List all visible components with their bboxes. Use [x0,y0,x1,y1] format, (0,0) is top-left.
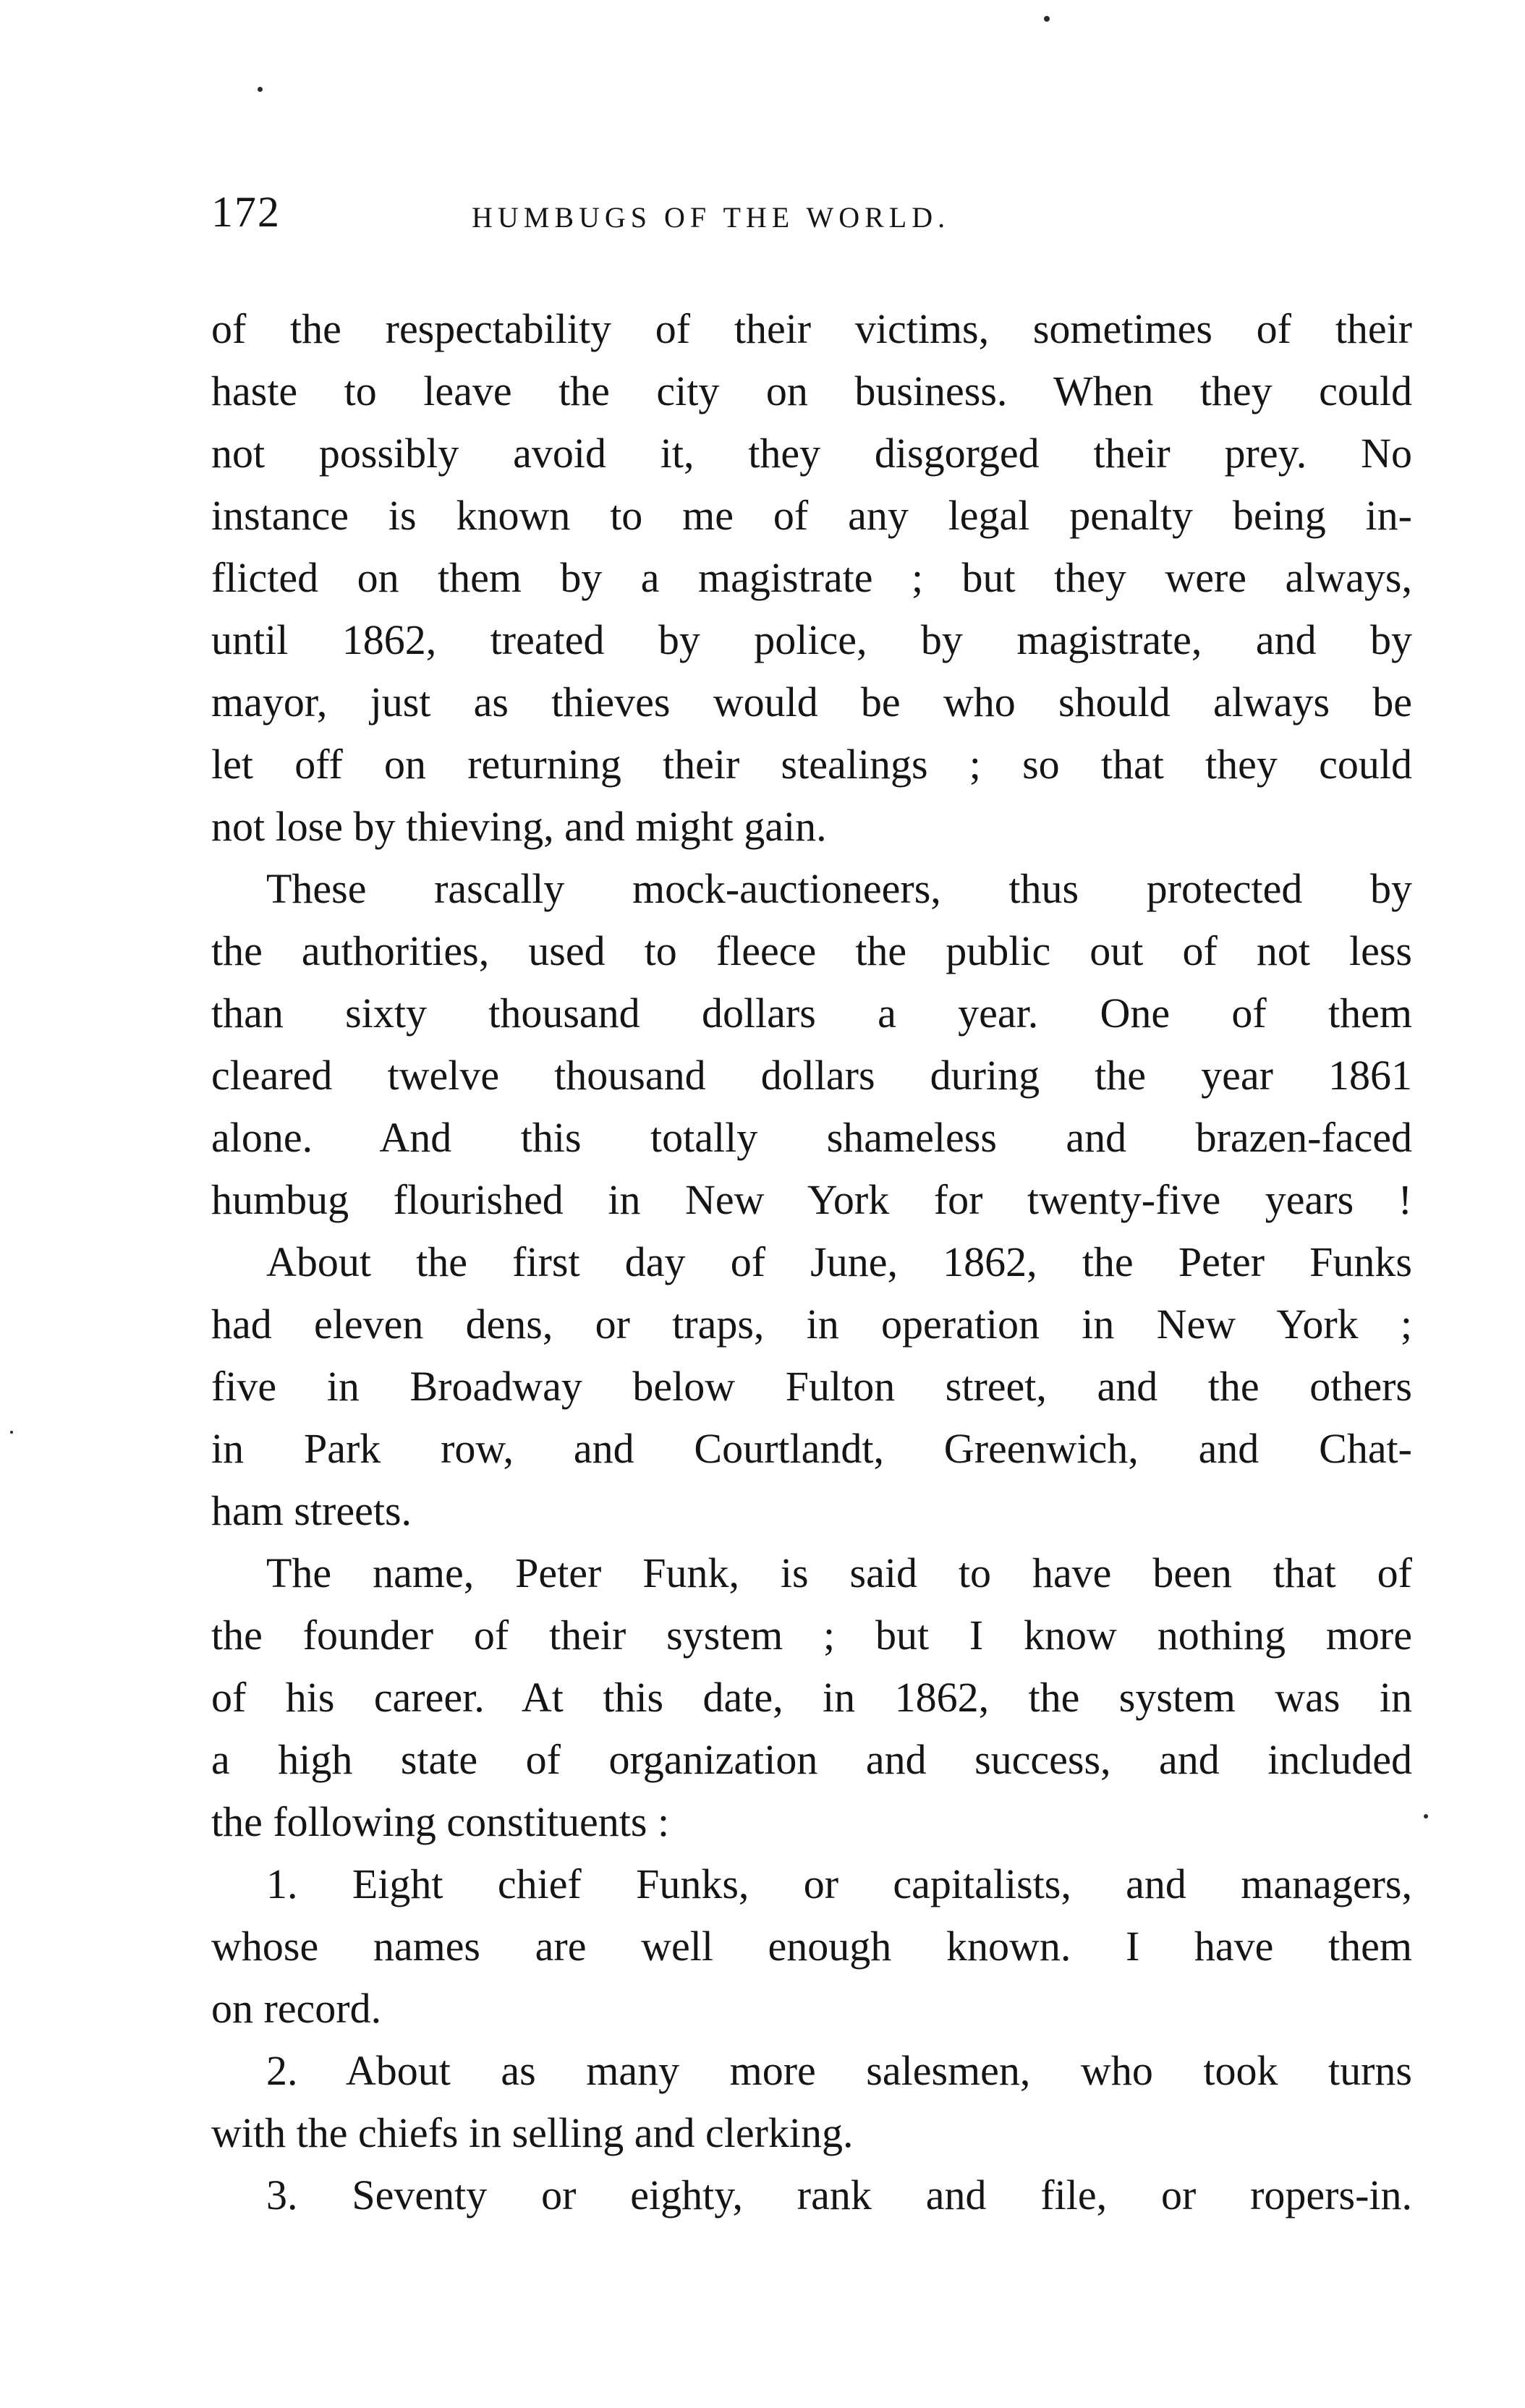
page-header [211,179,1412,244]
page-number: 172 [211,188,281,236]
text-line: five in Broadway below Fulton street, and the others [211,1363,1412,1410]
text-line: let off on returning their stealings ; so that they could [211,741,1412,788]
text-line: instance is known to me of any legal penalty being in- [211,492,1412,539]
text-line: mayor, just as thieves would be who should always be [211,678,1412,726]
text-line: in Park row, and Courtlandt, Greenwich, and Chat- [211,1425,1412,1472]
text-line: of his career. At this date, in 1862, the system was in [211,1674,1412,1721]
text-line: flicted on them by a magistrate ; but they were always, [211,554,1412,601]
speck-mark [1044,16,1050,22]
text-line: ham streets. [211,1487,412,1534]
paragraph-start-line: The name, Peter Funk, is said to have been that of [266,1549,1412,1596]
text-line: of the respectability of their victims, sometimes of their [211,305,1412,352]
text-line: the authorities, used to fleece the public out of not less [211,927,1412,974]
text-line: haste to leave the city on business. When they could [211,367,1412,414]
text-line: the following constituents : [211,1798,670,1845]
text-line: until 1862, treated by police, by magistrate, and by [211,616,1412,663]
list-item-line: 1. Eight chief Funks, or capitalists, and managers, [266,1860,1412,1907]
paragraph-start-line: About the first day of June, 1862, the Peter Funks [266,1238,1412,1285]
speck-mark [1424,1814,1428,1818]
text-line: alone. And this totally shameless and brazen-faced [211,1114,1412,1161]
paragraph-start-line: These rascally mock-auctioneers, thus protected by [266,865,1412,912]
speck-mark [10,1431,13,1434]
list-item-line: 3. Seventy or eighty, rank and file, or ropers-in. [266,2171,1412,2218]
text-line: with the chiefs in selling and clerking. [211,2109,854,2156]
text-line: on record. [211,1985,382,2032]
text-line: the founder of their system ; but I know nothing more [211,1612,1412,1659]
list-item-line: 2. About as many more salesmen, who took turns [266,2047,1412,2094]
text-line: a high state of organization and success, and included [211,1736,1412,1783]
page-body [211,298,1412,2226]
text-line: cleared twelve thousand dollars during the year 1861 [211,1052,1412,1099]
speck-mark [258,87,263,92]
running-title: HUMBUGS OF THE WORLD. [472,201,951,234]
text-line: not lose by thieving, and might gain. [211,803,827,850]
text-line: had eleven dens, or traps, in operation in New York ; [211,1301,1412,1348]
text-line: whose names are well enough known. I have them [211,1923,1412,1970]
text-line: humbug flourished in New York for twenty-five years ! [211,1176,1412,1223]
text-line: than sixty thousand dollars a year. One of them [211,990,1412,1037]
text-line: not possibly avoid it, they disgorged their prey. No [211,430,1412,477]
